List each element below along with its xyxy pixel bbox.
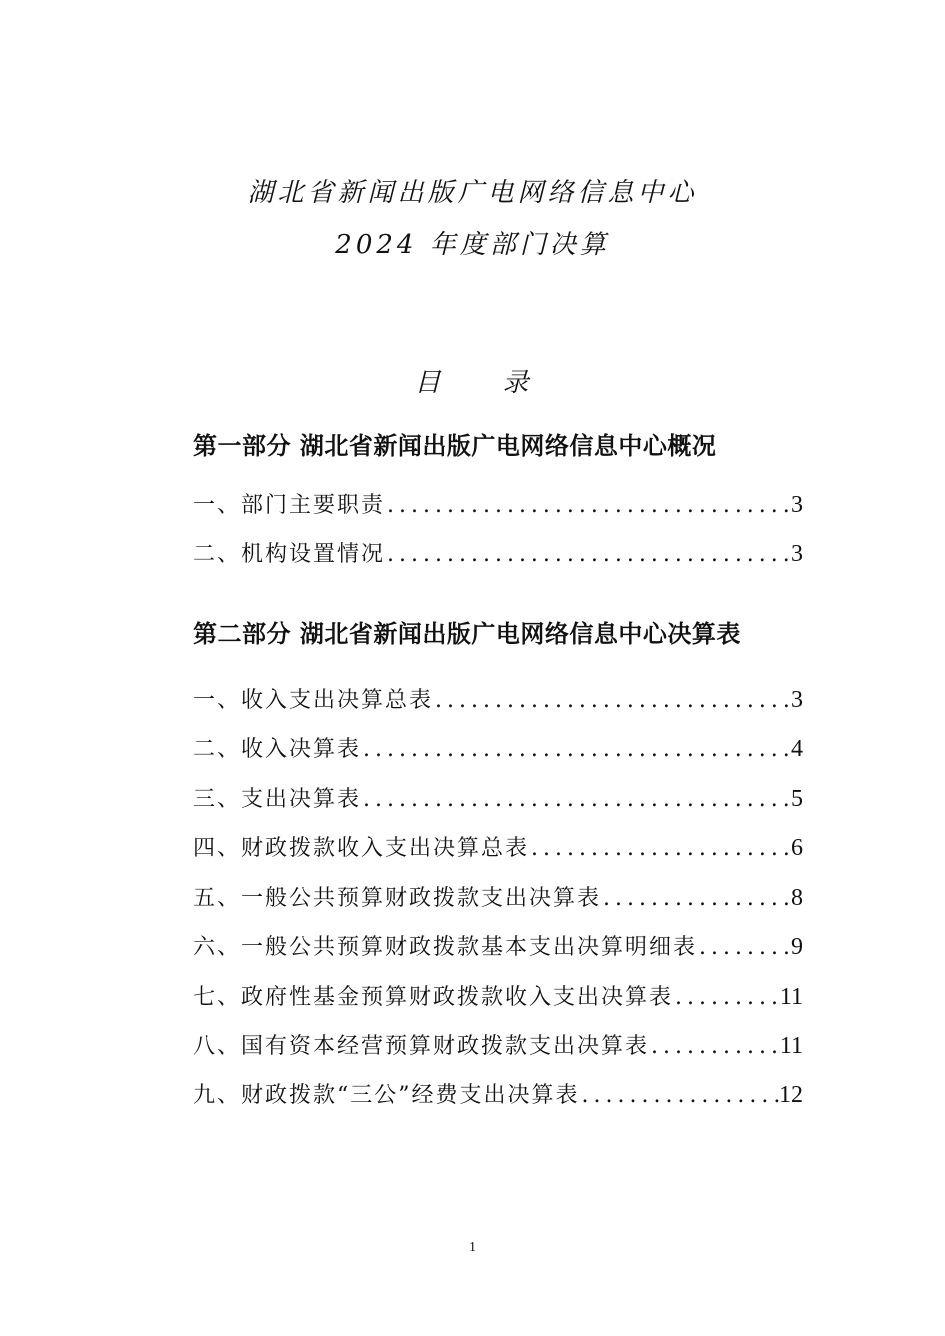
toc-entry[interactable] (193, 537, 803, 569)
toc-heading-right: 录 (502, 368, 531, 398)
toc-entry-page: 4 (791, 736, 803, 762)
toc-leader-dots (361, 737, 791, 762)
toc-heading (0, 362, 945, 399)
toc-entry-page: 8 (791, 885, 803, 911)
toc-entry-page: 3 (791, 492, 803, 518)
toc-entry[interactable] (193, 732, 803, 764)
page-number: 1 (469, 1240, 476, 1255)
toc-leader-dots (385, 493, 791, 518)
toc-entry-label: 七、政府性基金预算财政拨款收入支出决算表 (193, 985, 674, 1010)
toc-entry-label: 五、一般公共预算财政拨款支出决算表 (193, 886, 602, 911)
toc-leader-dots (649, 1034, 780, 1059)
toc-leader-dots (361, 787, 791, 812)
toc-entry[interactable] (193, 881, 803, 913)
toc-leader-dots (529, 836, 791, 861)
toc-entry[interactable] (193, 1029, 803, 1061)
toc-entry-label: 三、支出决算表 (193, 787, 362, 812)
toc-entry-label: 四、财政拨款收入支出决算总表 (193, 836, 530, 861)
document-title: 湖北省新闻出版广电网络信息中心 (247, 178, 698, 208)
toc-heading-left: 目 (414, 368, 443, 398)
toc-entry-label: 六、一般公共预算财政拨款基本支出决算明细表 (193, 935, 698, 960)
toc-entry-page: 6 (791, 835, 803, 861)
toc-entry[interactable] (193, 683, 803, 715)
toc-entry-label: 九、财政拨款“三公”经费支出决算表 (193, 1083, 580, 1108)
toc-leader-dots (673, 985, 780, 1010)
toc-entry-page: 3 (791, 541, 803, 567)
toc-entry-page: 5 (791, 786, 803, 812)
toc-entry-page: 11 (779, 1033, 803, 1059)
toc-entry[interactable] (193, 930, 803, 962)
toc-leader-dots (433, 688, 791, 713)
toc-entry-page: 11 (779, 984, 803, 1010)
toc-leader-dots (580, 1083, 780, 1108)
toc-leader-dots (601, 886, 791, 911)
toc-leader-dots (385, 542, 791, 567)
toc-entry[interactable] (193, 980, 803, 1012)
toc-entry[interactable] (193, 831, 803, 863)
toc-entry-label: 八、国有资本经营预算财政拨款支出决算表 (193, 1034, 650, 1059)
part1-title: 第一部分 湖北省新闻出版广电网络信息中心概况 (193, 432, 717, 460)
toc-entry-label: 二、收入决算表 (193, 737, 362, 762)
toc-leader-dots (697, 935, 791, 960)
toc-entry-page: 12 (779, 1082, 803, 1108)
toc-entry-page: 9 (791, 934, 803, 960)
toc-entry[interactable] (193, 488, 803, 520)
toc-entry-page: 3 (791, 687, 803, 713)
document-subtitle: 2024 年度部门决算 (335, 230, 610, 260)
toc-entry-label: 一、部门主要职责 (193, 493, 386, 518)
toc-entry[interactable] (193, 782, 803, 814)
toc-entry-label: 一、收入支出决算总表 (193, 688, 434, 713)
toc-entry[interactable] (193, 1078, 803, 1110)
part2-title: 第二部分 湖北省新闻出版广电网络信息中心决算表 (193, 620, 741, 648)
toc-entry-label: 二、机构设置情况 (193, 542, 386, 567)
